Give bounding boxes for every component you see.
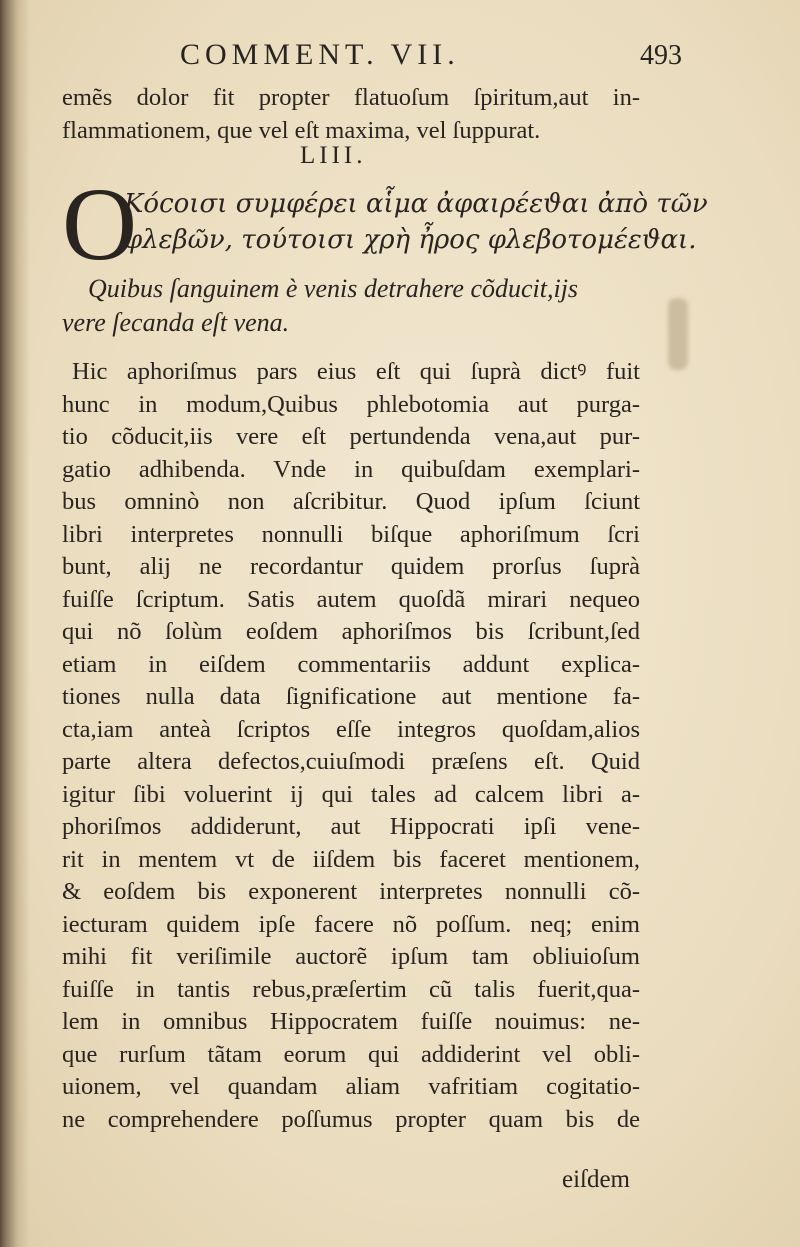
text-line: tiones nulla data ſignificatione aut mentione fa- (62, 683, 640, 710)
catchword: eiſdem (561, 1166, 630, 1193)
top-text-block (62, 82, 640, 147)
text-line: flammationem, que vel eſt maxima, vel ſuppurat. (62, 116, 541, 144)
text-line: ne comprehendere poſſumus propter quam bis de (62, 1105, 640, 1133)
text-line: igitur ſibi voluerint ij qui tales ad calcem libri a- (62, 780, 640, 808)
latin-line: vere ſecanda eſt vena. (62, 308, 290, 337)
text-line: bunt, alij ne recordantur quidem prorſus ſuprà (62, 553, 640, 580)
greek-line: Κόϲοισι συμφέρει αἷμα ἀφαιρέεϑαι ἀπὸ τῶν (124, 189, 708, 219)
text-line: fuiſſe ſcriptum. Satis autem quoſdã mirari nequeo (62, 585, 640, 613)
text-line: bus omninò non aſcribitur. Quod ipſum ſciunt (62, 488, 640, 515)
text-line: parte altera defectos,cuiuſmodi præſens eſt. Quid (62, 748, 640, 775)
text-line: etiam in eiſdem commentariis addunt explica- (62, 650, 640, 678)
text-line: qui nõ ſolùm eoſdem aphoriſmos bis ſcribunt,ſed (62, 618, 640, 645)
drop-cap: O (62, 167, 138, 282)
text-line: fuiſſe in tantis rebus,præſertim cũ talis fuerit,qua- (62, 975, 640, 1003)
text-line: rit in mentem vt de iiſdem bis faceret mentionem, (62, 845, 640, 873)
text-line: iecturam quidem ipſe facere nõ poſſum. neq; enim (62, 910, 640, 938)
text-line: que rurſum tãtam eorum qui addiderint vel obli- (62, 1040, 640, 1068)
latin-line: Quibus ſanguinem è venis detrahere cõducit,ijs (88, 274, 579, 303)
commentary-body (62, 356, 640, 1136)
text-line: emẽs dolor fit propter flatuoſum ſpiritum,aut in- (62, 84, 640, 111)
running-header: COMMENT. VII. (180, 38, 460, 71)
greek-line: φλεβῶν, τούτοισι χρὴ ἦρος φλεβοτομέεϑαι. (124, 225, 697, 255)
page-gutter (0, 0, 30, 1247)
text-line: cta,iam anteà ſcriptos eſſe integros quoſdam,alios (62, 715, 640, 743)
text-line: uionem, vel quandam aliam vafritiam cogitatio- (62, 1073, 640, 1100)
text-line: tio cõducit,iis vere eſt pertundenda vena,aut pur- (62, 423, 640, 450)
text-line: hunc in modum,Quibus phlebotomia aut purga- (62, 390, 640, 418)
text-line: & eoſdem bis exponerent interpretes nonnulli cõ- (62, 878, 640, 905)
page-number: 493 (640, 40, 682, 71)
text-line: lem in omnibus Hippocratem fuiſſe nouimus: ne- (62, 1008, 640, 1035)
greek-aphorism (124, 186, 708, 258)
text-line: libri interpretes nonnulli biſque aphoriſmum ſcri (62, 520, 640, 548)
text-line: mihi fit veriſimile auctorẽ ipſum tam obliuioſum (62, 943, 640, 970)
aphorism-number: LIII. (300, 142, 367, 169)
text-line: gatio adhibenda. Vnde in quibuſdam exemplari- (62, 455, 640, 483)
text-line: phoriſmos addiderunt, aut Hippocrati ipſi vene- (62, 813, 640, 840)
latin-aphorism (62, 272, 643, 340)
paper-stain (668, 298, 688, 370)
text-line: Hic aphoriſmus pars eius eſt qui ſuprà dictꝰ fuit (72, 358, 640, 385)
